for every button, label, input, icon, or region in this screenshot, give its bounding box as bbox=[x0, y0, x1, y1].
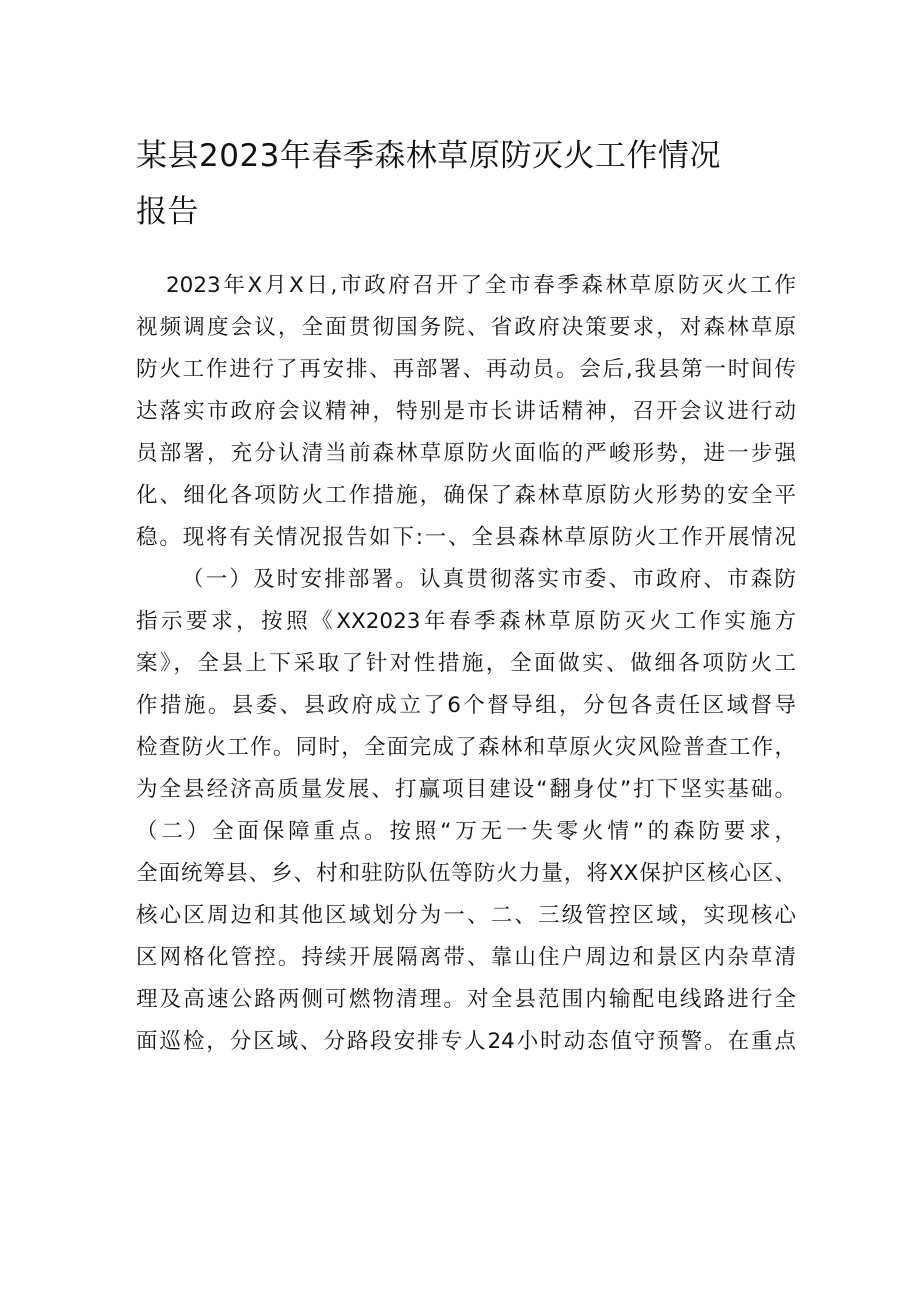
text-line: 区网格化管控。持续开展隔离带、靠山住户周边和景区内杂草清 bbox=[136, 945, 796, 970]
text-line: 检查防火工作。同时，全面完成了森林和草原火灾风险普查工作， bbox=[136, 735, 796, 760]
text-line: 面巡检，分区域、分路段安排专人24小时动态值守预警。在重点 bbox=[136, 1029, 796, 1054]
paragraph-intro bbox=[136, 265, 796, 559]
text-line: 核心区周边和其他区域划分为一、二、三级管控区域，实现核心 bbox=[136, 903, 796, 928]
text-line: 指示要求，按照《XX2023年春季森林草原防灭火工作实施方 bbox=[136, 609, 796, 634]
paragraph-section-2 bbox=[136, 811, 796, 1063]
text-line: 化、细化各项防火工作措施，确保了森林草原防火形势的安全平 bbox=[136, 483, 796, 508]
text-line: （二）全面保障重点。按照“万无一失零火情”的森防要求， bbox=[136, 819, 796, 844]
title-line-2: 报告 bbox=[136, 194, 199, 230]
text-line: 2023年X月X日,市政府召开了全市春季森林草原防灭火工作 bbox=[166, 273, 796, 298]
paragraph-section-1 bbox=[136, 559, 796, 811]
text-line: （一）及时安排部署。认真贯彻落实市委、市政府、市森防 bbox=[182, 567, 796, 592]
text-line: 全面统筹县、乡、村和驻防队伍等防火力量，将XX保护区核心区、 bbox=[136, 861, 796, 886]
text-line: 达落实市政府会议精神，特别是市长讲话精神，召开会议进行动 bbox=[136, 399, 796, 424]
text-line: 视频调度会议，全面贯彻国务院、省政府决策要求，对森林草原 bbox=[136, 315, 796, 340]
text-line: 作措施。县委、县政府成立了6个督导组，分包各责任区域督导 bbox=[136, 693, 796, 718]
text-line: 理及高速公路两侧可燃物清理。对全县范围内输配电线路进行全 bbox=[136, 987, 796, 1012]
document-body bbox=[136, 265, 796, 1063]
text-line: 防火工作进行了再安排、再部署、再动员。会后,我县第一时间传 bbox=[136, 357, 796, 382]
text-line: 稳。现将有关情况报告如下:一、全县森林草原防火工作开展情况 bbox=[136, 525, 796, 550]
title-line-1: 某县2023年春季森林草原防灭火工作情况 bbox=[136, 138, 721, 174]
text-line: 员部署，充分认清当前森林草原防火面临的严峻形势，进一步强 bbox=[136, 441, 796, 466]
text-line: 为全县经济高质量发展、打赢项目建设“翻身仗”打下坚实基础。 bbox=[136, 777, 796, 802]
text-line: 案》，全县上下采取了针对性措施，全面做实、做细各项防火工 bbox=[136, 651, 796, 676]
document-title bbox=[136, 128, 816, 240]
